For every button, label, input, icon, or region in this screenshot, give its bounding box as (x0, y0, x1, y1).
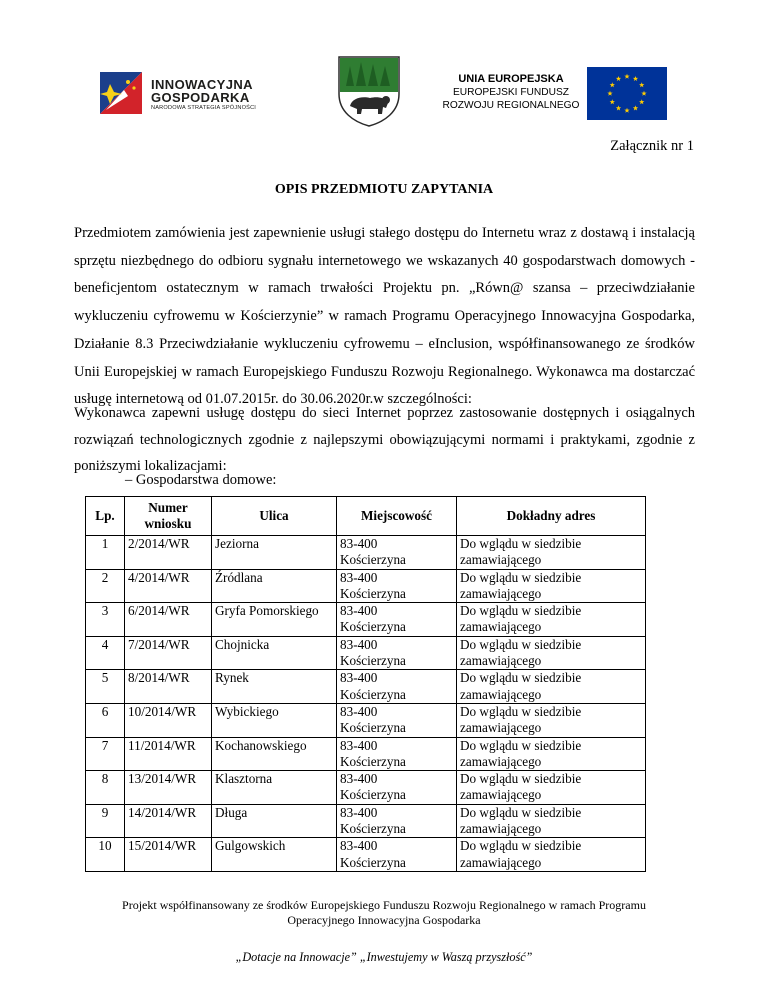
table-row (86, 536, 646, 570)
cell-ulica-ulica: Rynek (215, 670, 249, 686)
cell-lp-lp: 6 (101, 703, 109, 719)
cell-miejscowosc-miasto: Kościerzyna (340, 821, 406, 837)
bullet-households: – Gospodarstwa domowe: (125, 472, 277, 488)
cell-miejscowosc-kod: 83-400 (340, 603, 378, 619)
cell-adres-adres2: zamawiającego (460, 720, 542, 736)
cell-miejscowosc-miasto: Kościerzyna (340, 619, 406, 635)
ig-line3: NARODOWA STRATEGIA SPÓJNOŚCI (151, 105, 257, 111)
cell-miejscowosc-miasto: Kościerzyna (340, 787, 406, 803)
cell-adres (457, 636, 646, 670)
table-row (86, 603, 646, 637)
cell-lp (86, 670, 125, 704)
header-miejscowosc: Miejscowość (337, 497, 457, 536)
ig-line2: GOSPODARKA (151, 90, 250, 105)
header-logos (0, 52, 768, 132)
cell-numer (125, 603, 212, 637)
table-row (86, 838, 646, 872)
cell-lp-lp: 10 (98, 838, 112, 854)
cell-miejscowosc (337, 536, 457, 570)
cell-numer-numer: 8/2014/WR (128, 670, 190, 686)
cell-adres-adres1: Do wglądu w siedzibie (460, 804, 582, 820)
cell-miejscowosc-kod: 83-400 (340, 569, 378, 585)
cell-numer-numer: 13/2014/WR (128, 771, 197, 787)
table-row (86, 804, 646, 838)
cell-miejscowosc-miasto: Kościerzyna (340, 585, 406, 601)
ig-line1: INNOWACYJNA (151, 77, 253, 92)
cell-lp (86, 737, 125, 771)
cell-adres-adres2: zamawiającego (460, 653, 542, 669)
cell-lp (86, 569, 125, 603)
cell-adres-adres1: Do wglądu w siedzibie (460, 703, 582, 719)
cell-ulica (212, 737, 337, 771)
koscierzyna-crest-icon (336, 54, 402, 128)
cell-miejscowosc-miasto: Kościerzyna (340, 686, 406, 702)
cell-ulica (212, 670, 337, 704)
cell-adres-adres2: zamawiającego (460, 686, 542, 702)
cell-adres (457, 603, 646, 637)
annex-label: Załącznik nr 1 (610, 138, 694, 154)
cell-ulica (212, 536, 337, 570)
table-row (86, 703, 646, 737)
cell-lp (86, 838, 125, 872)
footer-line2: Operacyjnego Innowacyjna Gospodarka (287, 913, 481, 927)
eu-text-logo (440, 72, 582, 112)
cell-ulica (212, 804, 337, 838)
cell-lp (86, 603, 125, 637)
cell-ulica (212, 703, 337, 737)
cell-miejscowosc-kod: 83-400 (340, 804, 378, 820)
ig-emblem-icon (98, 70, 144, 116)
table-row (86, 670, 646, 704)
cell-ulica (212, 569, 337, 603)
cell-adres-adres2: zamawiającego (460, 821, 542, 837)
cell-adres (457, 670, 646, 704)
cell-miejscowosc (337, 670, 457, 704)
cell-miejscowosc (337, 636, 457, 670)
cell-miejscowosc-miasto: Kościerzyna (340, 720, 406, 736)
cell-adres-adres1: Do wglądu w siedzibie (460, 771, 582, 787)
cell-adres-adres2: zamawiającego (460, 619, 542, 635)
table-header-row (86, 497, 646, 536)
cell-adres (457, 771, 646, 805)
cell-lp-lp: 3 (101, 603, 109, 619)
cell-numer (125, 569, 212, 603)
cell-adres-adres2: zamawiającego (460, 854, 542, 870)
cell-ulica (212, 771, 337, 805)
cell-ulica (212, 603, 337, 637)
header-lp: Lp. (86, 497, 125, 536)
eu-line3: ROZWOJU REGIONALNEGO (442, 100, 580, 111)
cell-miejscowosc-kod: 83-400 (340, 670, 378, 686)
cell-numer-numer: 14/2014/WR (128, 804, 197, 820)
cell-adres-adres1: Do wglądu w siedzibie (460, 737, 582, 753)
cell-adres-adres1: Do wglądu w siedzibie (460, 636, 582, 652)
cell-lp-lp: 4 (101, 636, 109, 652)
cell-miejscowosc-miasto: Kościerzyna (340, 753, 406, 769)
cell-adres-adres1: Do wglądu w siedzibie (460, 670, 582, 686)
cell-lp-lp: 8 (101, 771, 109, 787)
cell-adres (457, 804, 646, 838)
cell-miejscowosc-miasto: Kościerzyna (340, 854, 406, 870)
cell-ulica-ulica: Długa (215, 804, 248, 820)
cell-numer (125, 771, 212, 805)
cell-numer-numer: 6/2014/WR (128, 603, 190, 619)
cell-adres (457, 703, 646, 737)
cell-lp-lp: 7 (101, 737, 109, 753)
page-title: OPIS PRZEDMIOTU ZAPYTANIA (274, 182, 494, 197)
cell-adres-adres2: zamawiającego (460, 585, 542, 601)
cell-lp-lp: 1 (101, 536, 109, 551)
cell-numer-numer: 11/2014/WR (128, 737, 196, 753)
table-row (86, 569, 646, 603)
cell-ulica-ulica: Źródlana (215, 569, 263, 585)
cell-numer (125, 737, 212, 771)
cell-miejscowosc-kod: 83-400 (340, 536, 378, 551)
cell-adres (457, 737, 646, 771)
cell-numer (125, 838, 212, 872)
cell-ulica-ulica: Kochanowskiego (215, 737, 307, 753)
paragraph-1: Przedmiotem zamówienia jest zapewnienie usługi stałego dostępu do Internetu wraz z dostawą i instalacją sprzętu niezbędnego do odbioru sygnału internetowego we wskazanych 40 gospodarstwach domowych - beneficjentom ostatecznym w ramach trwałości Projektu pn. „Równ@ szansa – przeciwdziałanie wykluczeniu cyfrowemu w Kościerzynie” w ramach Programu Operacyjnego Innowacyjna Gospodarka, Działanie 8.3 Przeciwdziałanie wykluczeniu cyfrowemu – eInclusion, współfinansowanego ze środków Unii Europejskiej w ramach Europejskiego Funduszu Rozwoju Regionalnego. Wykonawca ma dostarczać usługę internetową od 01.07.2015r. do 30.06.2020r.w szczególności: (74, 225, 695, 408)
header-ulica: Ulica (212, 497, 337, 536)
paragraph-2: Wykonawca zapewni usługę dostępu do sieci Internet poprzez zastosowanie dostępnych i osiągalnych rozwiązań technologicznych zgodnie z najlepszymi obowiązującymi normami i praktykami, zgodnie z poniższymi lokalizacjami: (74, 405, 695, 474)
cell-miejscowosc-kod: 83-400 (340, 636, 378, 652)
cell-adres-adres2: zamawiającego (460, 753, 542, 769)
cell-lp (86, 804, 125, 838)
cell-ulica (212, 838, 337, 872)
eu-flag-icon (587, 67, 667, 120)
eu-line2: EUROPEJSKI FUNDUSZ (452, 87, 570, 98)
cell-ulica-ulica: Jeziorna (215, 536, 259, 551)
cell-lp-lp: 5 (101, 670, 109, 686)
cell-adres (457, 838, 646, 872)
cell-numer (125, 804, 212, 838)
cell-lp-lp: 2 (101, 569, 109, 585)
header-adres: Dokładny adres (457, 497, 646, 536)
cell-adres-adres1: Do wglądu w siedzibie (460, 536, 582, 551)
cell-miejscowosc (337, 838, 457, 872)
cell-lp-lp: 9 (101, 804, 109, 820)
header-numer: Numer wniosku (125, 497, 212, 536)
cell-adres-adres2: zamawiającego (460, 552, 542, 568)
cell-miejscowosc-kod: 83-400 (340, 838, 378, 854)
cell-adres-adres1: Do wglądu w siedzibie (460, 838, 582, 854)
cell-ulica-ulica: Gryfa Pomorskiego (215, 603, 319, 619)
cell-adres (457, 536, 646, 570)
cell-numer (125, 703, 212, 737)
cell-miejscowosc (337, 804, 457, 838)
cell-numer (125, 670, 212, 704)
cell-numer-numer: 15/2014/WR (128, 838, 197, 854)
cell-miejscowosc-miasto: Kościerzyna (340, 653, 406, 669)
cell-adres-adres1: Do wglądu w siedzibie (460, 603, 582, 619)
table-row (86, 636, 646, 670)
cell-lp (86, 771, 125, 805)
cell-miejscowosc (337, 703, 457, 737)
cell-miejscowosc (337, 569, 457, 603)
cell-ulica-ulica: Wybickiego (215, 703, 279, 719)
table-row (86, 737, 646, 771)
cell-numer-numer: 2/2014/WR (128, 536, 190, 551)
cell-miejscowosc (337, 603, 457, 637)
cell-lp (86, 703, 125, 737)
cell-numer-numer: 7/2014/WR (128, 636, 190, 652)
cell-numer (125, 636, 212, 670)
cell-ulica-ulica: Chojnicka (215, 636, 270, 652)
footer-motto: „Dotacje na Innowacje” „Inwestujemy w Waszą przyszłość” (235, 950, 533, 964)
cell-miejscowosc-miasto: Kościerzyna (340, 552, 406, 568)
households-table (85, 496, 646, 872)
cell-numer-numer: 4/2014/WR (128, 569, 190, 585)
cell-lp (86, 536, 125, 570)
cell-numer (125, 536, 212, 570)
cell-miejscowosc (337, 771, 457, 805)
cell-adres-adres1: Do wglądu w siedzibie (460, 569, 582, 585)
cell-ulica-ulica: Gulgowskich (215, 838, 286, 854)
cell-adres (457, 569, 646, 603)
cell-miejscowosc-kod: 83-400 (340, 703, 378, 719)
innowacyjna-gospodarka-logo (98, 68, 268, 120)
cell-lp (86, 636, 125, 670)
footer-line1: Projekt współfinansowany ze środków Europejskiego Funduszu Rozwoju Regionalnego w ramach Programu (122, 898, 646, 912)
cell-miejscowosc (337, 737, 457, 771)
cell-ulica-ulica: Klasztorna (215, 771, 273, 787)
cell-miejscowosc-kod: 83-400 (340, 771, 378, 787)
cell-miejscowosc-kod: 83-400 (340, 737, 378, 753)
cell-numer-numer: 10/2014/WR (128, 703, 197, 719)
footer (0, 898, 768, 928)
cell-adres-adres2: zamawiającego (460, 787, 542, 803)
eu-line1: UNIA EUROPEJSKA (458, 73, 564, 85)
cell-ulica (212, 636, 337, 670)
table-row (86, 771, 646, 805)
